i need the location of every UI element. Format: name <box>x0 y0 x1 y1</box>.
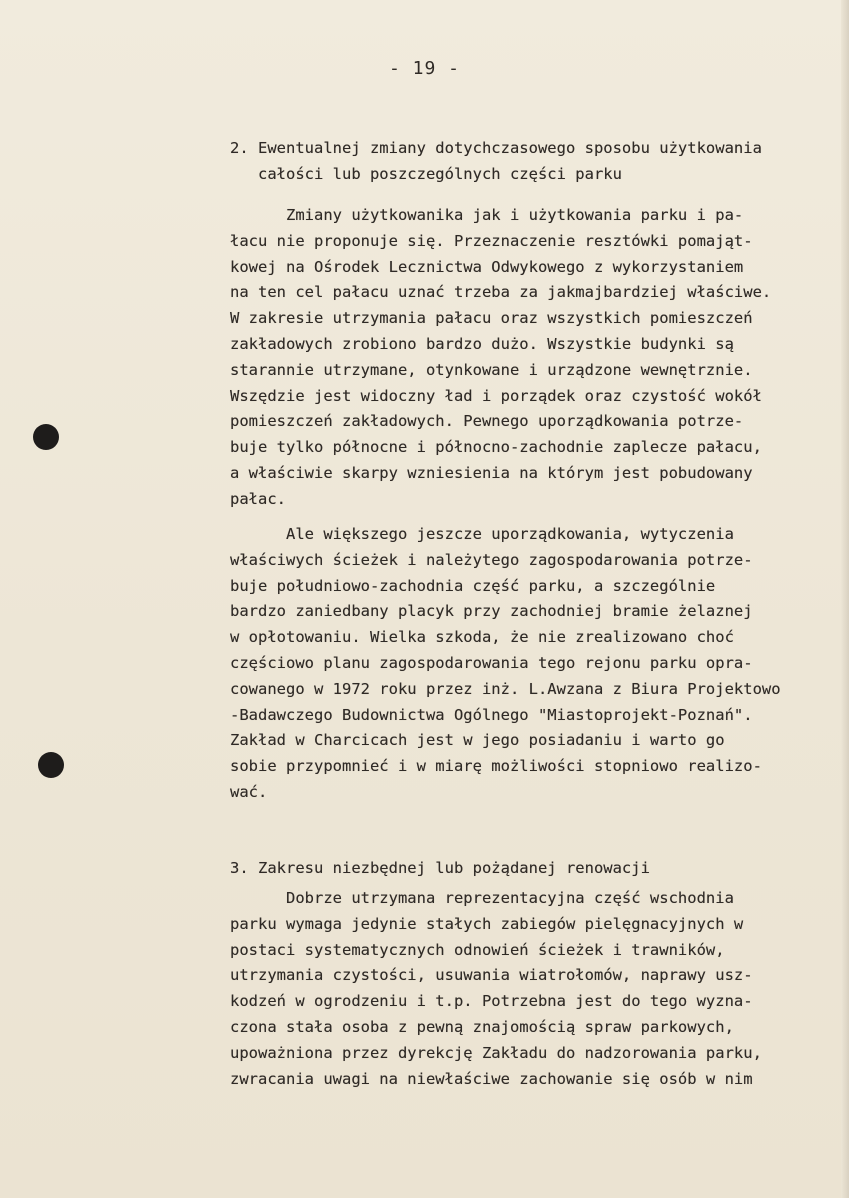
paragraph: Ale większego jeszcze uporządkowania, wytyczenia właściwych ścieżek i należytego zagospodarowania potrze- buje południowo-zachodnia część parku, a szczególnie bardzo zaniedbany placyk przy zachodniej bramie żelaznej w opłotowaniu. Wielka szkoda, że nie zrealizowano choć częściowo planu zagospodarowania tego rejonu parku opra- cowanego w 1972 roku przez inż. L.Awzana z Biura Projektowo -Badawczego Budownictwa Ogólnego "Miastoprojekt-Poznań". Zakład w Charcicach jest w jego posiadaniu i warto go sobie przypomnieć i w miarę możliwości stopniowo realizo- wać. <box>230 525 781 801</box>
paragraph: Dobrze utrzymana reprezentacyjna część wschodnia parku wymaga jedynie stałych zabiegów pielęgnacyjnych w postaci systematycznych odnowień ścieżek i trawników, utrzymania czystości, usuwania wiatrołomów, naprawy usz- kodzeń w ogrodzeniu i t.p. Potrzebna jest do tego wyzna- czona stała osoba z pewną znajomością spraw parkowych, upoważniona przez dyrekcję Zakładu do nadzorowania parku, zwracania uwagi na niewłaściwe zachowanie się osób w nim <box>230 889 762 1088</box>
page-number: - 19 - <box>388 58 461 79</box>
section-heading: 3. Zakresu niezbędnej lub pożądanej renowacji <box>230 859 650 877</box>
section-heading: 2. Ewentualnej zmiany dotychczasowego sposobu użytkowania całości lub poszczególnych części parku <box>230 139 762 183</box>
punch-hole <box>33 424 59 450</box>
punch-hole <box>38 752 64 778</box>
paper-edge <box>841 0 849 1198</box>
paragraph: Zmiany użytkowanika jak i użytkowania parku i pa- łacu nie proponuje się. Przeznaczenie resztówki pomająt- kowej na Ośrodek Lecznictwa Odwykowego z wykorzystaniem na ten cel pałacu uznać trzeba za jakmajbardziej właściwe. W zakresie utrzymania pałacu oraz wszystkich pomieszczeń zakładowych zrobiono bardzo dużo. Wszystkie budynki są starannie utrzymane, otynkowane i urządzone wewnętrznie. Wszędzie jest widoczny ład i porządek oraz czystość wokół pomieszczeń zakładowych. Pewnego uporządkowania potrze- buje tylko północne i północno-zachodnie zaplecze pałacu, a właściwie skarpy wzniesienia na którym jest pobudowany pałac. <box>230 206 772 508</box>
